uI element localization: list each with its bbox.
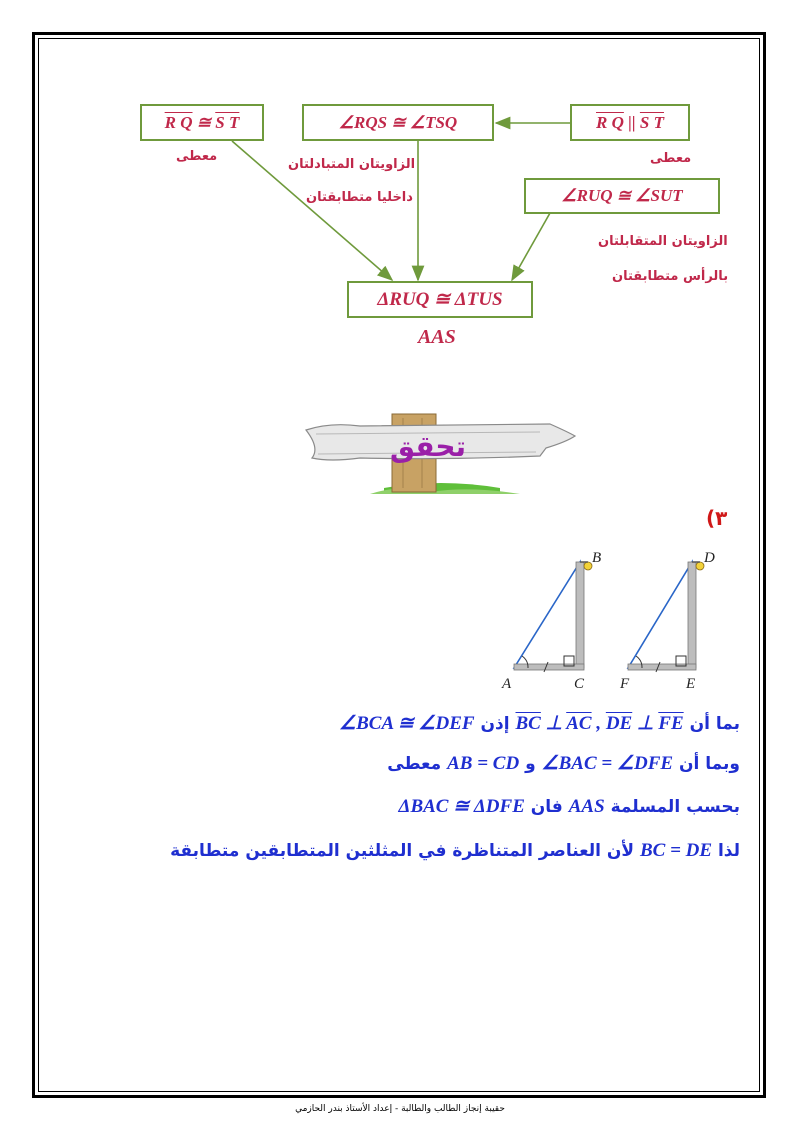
proof-line-1: بما أن $\overline{BC}$ ⊥ $\overline{AC}$ , $\overline{DE}$ ⊥ $\overline{FE}$ إذن ∠BCA ≅ ∠DEF [339,713,740,734]
page-footer: حقيبة إنجاز الطالب والطالبة - إعداد الأستاذ بندر الحازمي [295,1104,505,1114]
label-C: C [574,676,585,692]
triangles-figure [500,548,730,693]
alternate-angles-box: ∠RQS ≅ ∠TSQ [302,104,494,141]
check-sign [300,408,580,498]
check-sign-label: تحقق [389,430,467,463]
given-segment-congruence-box: R Q ≅ S T [140,104,264,141]
given-label-right: معطى [650,151,692,166]
aas-conclusion: AAS [418,326,456,348]
label-F: F [620,676,630,692]
vertical-angles-box: ∠RUQ ≅ ∠SUT [524,178,720,214]
alternate-interior-label-1: الزاويتان المتبادلتان [288,157,416,172]
alternate-interior-label-2: داخليا متطابقتان [306,190,413,205]
label-E: E [686,676,696,692]
parallel-segments-box: R Q || S T [570,104,690,141]
proof-line-2: وبما أن ∠BAC = ∠DFE و AB = CD معطى [387,753,740,774]
proof-line-4: لذا BC = DE لأن العناصر المتناظرة في المثلثين المتطابقين متطابقة [170,840,740,861]
label-B: B [592,550,602,566]
label-D: D [704,550,715,566]
label-A: A [502,676,512,692]
given-label-left: معطى [176,149,218,164]
triangle-congruence-box: ΔRUQ ≅ ΔTUS [347,281,533,318]
vertical-angles-label-2: بالرأس متطابقتان [612,269,729,284]
proof-line-3: بحسب المسلمة AAS فان ΔBAC ≅ ΔDFE [398,796,740,817]
problem-number: (٣ [706,506,728,530]
vertical-angles-label-1: الزاويتان المتقابلتان [598,234,728,249]
